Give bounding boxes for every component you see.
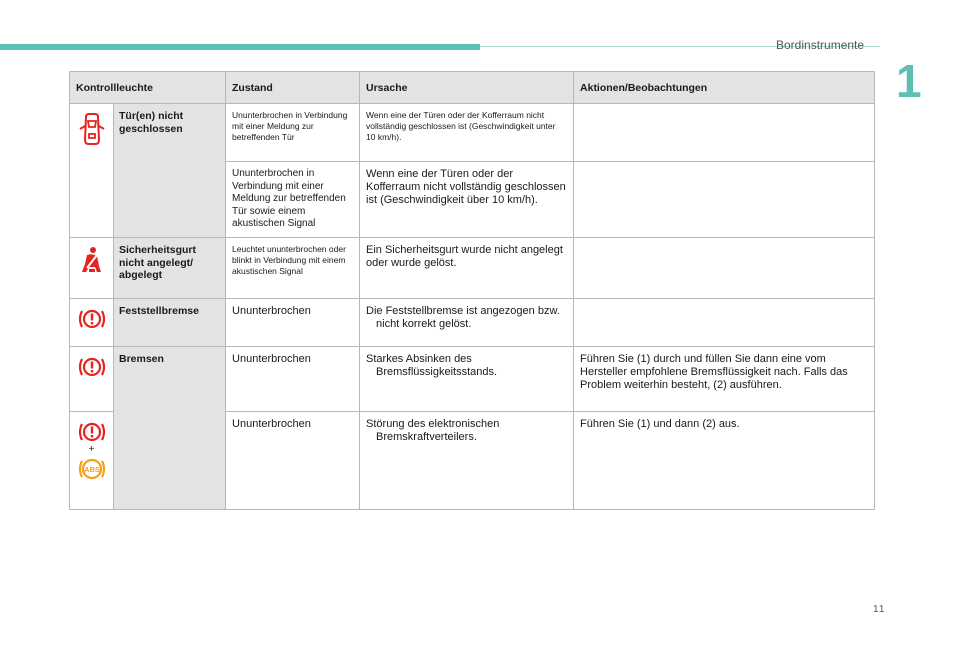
aktionen-cell bbox=[574, 238, 875, 299]
ursache-cell: Wenn eine der Türen oder der Kofferraum nicht vollständig geschlossen ist (Geschwindigkeit über 10 km/h). bbox=[360, 162, 574, 238]
row-label-doors: Tür(en) nicht geschlossen bbox=[114, 104, 226, 238]
zustand-cell: Ununterbrochen bbox=[226, 299, 360, 347]
brake-abs-icon-cell bbox=[70, 412, 114, 510]
ursache-cell: Starkes Absinken des Bremsflüssigkeitsstands. bbox=[360, 347, 574, 412]
zustand-cell: Ununterbrochen in Verbindung mit einer Meldung zur betreffenden Tür sowie einem akustischen Signal bbox=[226, 162, 360, 238]
section-title: Bordinstrumente bbox=[776, 38, 865, 52]
zustand-cell: Ununterbrochen in Verbindung mit einer Meldung zur betreffenden Tür bbox=[226, 104, 360, 162]
table-row bbox=[70, 104, 875, 162]
column-header-ursache: Ursache bbox=[360, 72, 574, 104]
brake-warning-icon bbox=[77, 355, 107, 379]
header-accent-bar bbox=[0, 44, 480, 50]
row-label-parking-brake: Feststellbremse bbox=[114, 299, 226, 347]
ursache-cell: Die Feststellbremse ist angezogen bzw. nicht korrekt gelöst. bbox=[360, 299, 574, 347]
row-label-seatbelt: Sicherheitsgurt nicht angelegt/ abgelegt bbox=[114, 238, 226, 299]
column-header-aktionen: Aktionen/Beobachtungen bbox=[574, 72, 875, 104]
zustand-cell: Ununterbrochen bbox=[226, 347, 360, 412]
aktionen-cell bbox=[574, 162, 875, 238]
table-row bbox=[70, 347, 875, 412]
column-header-kontrollleuchte: Kontrollleuchte bbox=[70, 72, 226, 104]
page-number: 11 bbox=[873, 604, 886, 615]
row-label-brakes: Bremsen bbox=[114, 347, 226, 510]
abs-icon-text: ABS bbox=[83, 465, 100, 474]
brake-warning-icon bbox=[77, 307, 107, 331]
seatbelt-warning-icon bbox=[80, 246, 104, 274]
icon-joiner-plus: + bbox=[88, 444, 95, 455]
seatbelt-icon-cell bbox=[70, 238, 114, 299]
brake-icon-cell bbox=[70, 347, 114, 412]
warning-lamp-table bbox=[69, 71, 875, 510]
ursache-cell: Störung des elektronischen Bremskraftverteilers. bbox=[360, 412, 574, 510]
aktionen-cell bbox=[574, 104, 875, 162]
table-row bbox=[70, 299, 875, 347]
aktionen-cell bbox=[574, 299, 875, 347]
aktionen-cell: Führen Sie (1) durch und füllen Sie dann eine vom Hersteller empfohlene Bremsflüssigkeit nach. Falls das Problem weiterhin besteht, (2) ausführen. bbox=[574, 347, 875, 412]
abs-warning-icon bbox=[77, 456, 107, 482]
parking-brake-icon-cell bbox=[70, 299, 114, 347]
brake-warning-icon bbox=[77, 420, 107, 444]
table-row bbox=[70, 238, 875, 299]
aktionen-cell: Führen Sie (1) und dann (2) aus. bbox=[574, 412, 875, 510]
door-icon-cell bbox=[70, 104, 114, 238]
table-header-row bbox=[70, 72, 875, 104]
door-open-warning-icon bbox=[79, 112, 105, 146]
column-header-zustand: Zustand bbox=[226, 72, 360, 104]
ursache-cell: Wenn eine der Türen oder der Kofferraum nicht vollständig geschlossen ist (Geschwindigkeit unter 10 km/h). bbox=[360, 104, 574, 162]
zustand-cell: Leuchtet ununterbrochen oder blinkt in Verbindung mit einem akustischen Signal bbox=[226, 238, 360, 299]
ursache-cell: Ein Sicherheitsgurt wurde nicht angelegt oder wurde gelöst. bbox=[360, 238, 574, 299]
chapter-number: 1 bbox=[896, 55, 922, 107]
zustand-cell: Ununterbrochen bbox=[226, 412, 360, 510]
